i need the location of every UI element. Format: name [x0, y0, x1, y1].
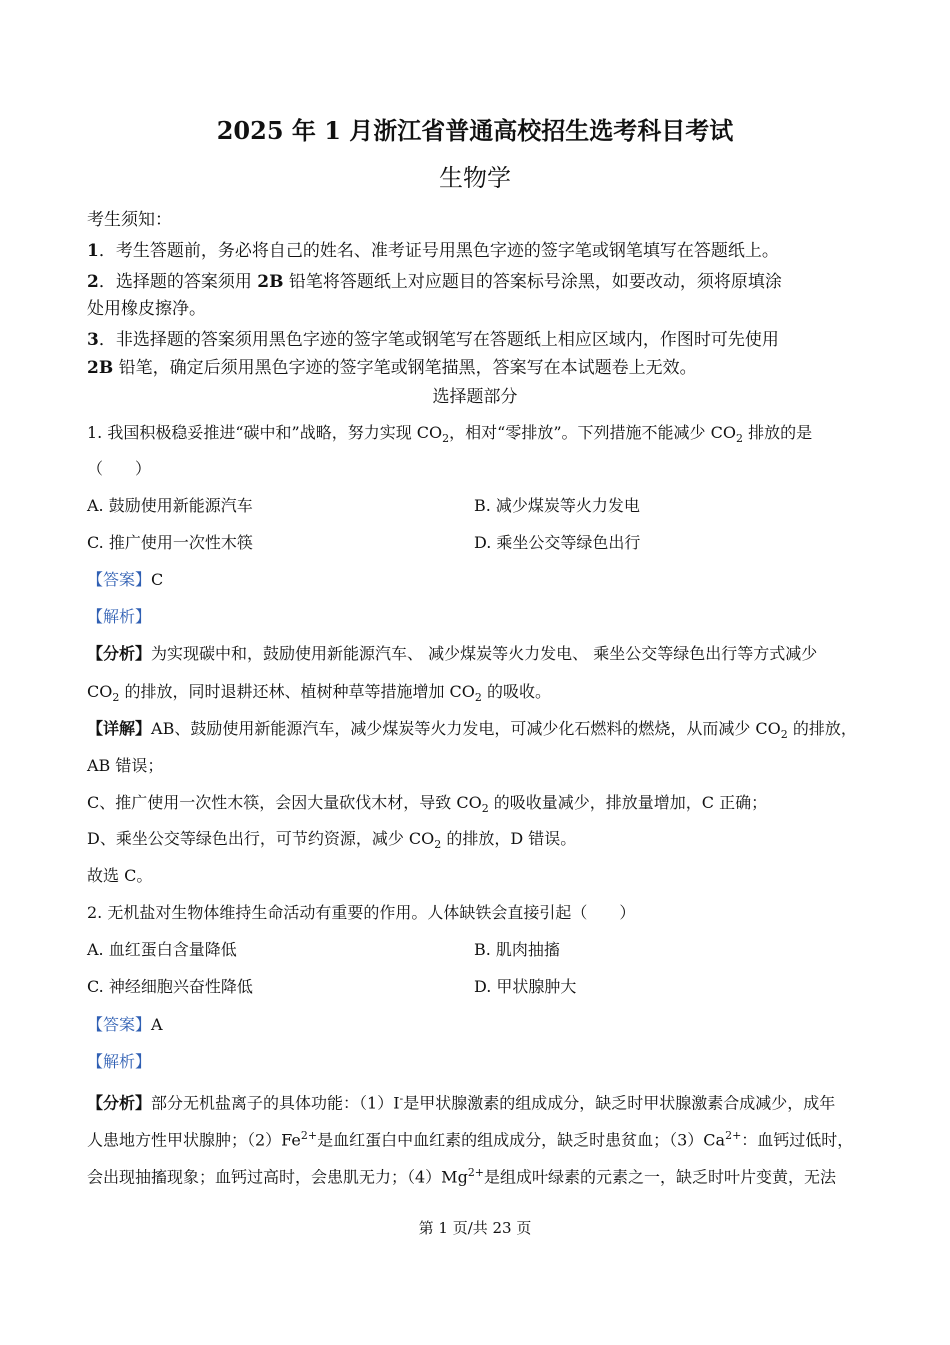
- q2-fenxi-2-c: ：血钙过低时，: [741, 1130, 854, 1150]
- q1-sub: 2: [780, 728, 788, 742]
- notice-item-3: [87, 329, 779, 351]
- notice-item-3-text: ．非选择题的答案须用黑色字迹的签字笔或钢笔写在答题纸上相应区域内，作图时可先使用: [98, 330, 779, 350]
- q2-fenxi-3: [87, 1163, 836, 1187]
- exam-title: 2025 年 1 月浙江省普通高校招生选考科目考试: [216, 116, 734, 145]
- q1-option-a: A. 鼓励使用新能源汽车: [87, 496, 253, 515]
- q1-stem-a: 1. 我国积极稳妥推进“碳中和”战略，努力实现 CO: [87, 423, 443, 442]
- q2-fenxi-2: [87, 1126, 853, 1150]
- q1-paren: （ ）: [87, 459, 152, 478]
- q1-detail-2-b: 的吸收量减少，排放量增加，C 正确；: [488, 793, 768, 812]
- q1-fenxi-b1: CO: [87, 682, 113, 701]
- q1-fenxi: [87, 644, 817, 664]
- q1-sub: 2: [434, 838, 442, 852]
- q2-analysis-tag: 【解析】: [87, 1052, 152, 1071]
- section-label: 选择题部分: [432, 387, 518, 407]
- q1-sub: 2: [442, 432, 450, 446]
- q1-option-d: D. 乘坐公交等绿色出行: [474, 533, 641, 552]
- notice-item-2-pencil: 2B: [257, 272, 284, 292]
- q1-option-b: B. 减少煤炭等火力发电: [474, 496, 640, 515]
- q1-fenxi-b3: 的吸收。: [481, 682, 551, 701]
- q2-option-d: D. 甲状腺肿大: [474, 977, 577, 996]
- q2-fenxi-1-b: 是甲状腺激素的组成成分，缺乏时甲状腺激素合成减少，成年: [403, 1093, 836, 1113]
- q1-detail-1-line-2: AB 错误；: [87, 756, 164, 775]
- q1-stem: [87, 423, 812, 449]
- notice-item-2-text-b: 铅笔将答题纸上对应题目的答案标号涂黑，如要改动，须将原填涂: [283, 272, 782, 292]
- q2-fenxi-2-a: 人患地方性甲状腺肿；（2）Fe: [87, 1130, 301, 1150]
- notice-heading: 考生须知：: [87, 210, 172, 230]
- notice-item-1-text: ．考生答题前，务必将自己的姓名、准考证号用黑色字迹的签字笔或钢笔填写在答题纸上。: [98, 241, 779, 261]
- q1-detail-1-b: 的排放，: [787, 719, 857, 738]
- notice-item-2: [87, 271, 782, 293]
- q2-fenxi-3-b: 是组成叶绿素的元素之一，缺乏时叶片变黄，无法: [484, 1167, 837, 1187]
- q1-analysis-tag: 【解析】: [87, 607, 152, 626]
- q1-sub: 2: [112, 691, 120, 705]
- q1-answer-tag: 【答案】: [87, 570, 152, 589]
- notice-item-2-number: 2: [87, 272, 99, 292]
- q1-detail-1-a: AB、鼓励使用新能源汽车，减少煤炭等火力发电，可减少化石燃料的燃烧，从而减少 CO: [151, 719, 781, 738]
- q1-fenxi-line-2: [87, 682, 551, 708]
- q1-detail-2: [87, 793, 767, 819]
- q2-option-c: C. 神经细胞兴奋性降低: [87, 977, 253, 996]
- notice-item-2-line-2: 处用橡皮擦净。: [87, 299, 206, 319]
- notice-item-1: [87, 240, 779, 262]
- q1-detail-2-a: C、推广使用一次性木筷，会因大量砍伐木材，导致 CO: [87, 793, 482, 812]
- q1-answer: [87, 570, 163, 590]
- notice-item-3-number: 3: [87, 330, 99, 350]
- q2-answer-tag: 【答案】: [87, 1015, 152, 1034]
- q2-fenxi-3-sup: 2+: [467, 1166, 485, 1179]
- q1-stem-c: 排放的是: [742, 423, 813, 442]
- q2-fenxi-2-sup2: 2+: [725, 1129, 742, 1142]
- notice-item-1-number: 1: [87, 241, 99, 261]
- q1-detail-3-b: 的排放，D 错误。: [441, 829, 577, 848]
- q2-answer-value: A: [151, 1015, 163, 1034]
- q2-fenxi-1-sup: -: [399, 1092, 404, 1105]
- q1-fenxi-b2: 的排放，同时退耕还林、植树种草等措施增加 CO: [119, 682, 475, 701]
- q1-conclusion: 故选 C。: [87, 866, 153, 885]
- q2-stem: 2. 无机盐对生物体维持生命活动有重要的作用。人体缺铁会直接引起（ ）: [87, 903, 636, 922]
- q2-fenxi-2-b: 是血红蛋白中血红素的组成成分，缺乏时患贫血；（3）Ca: [317, 1130, 726, 1150]
- q1-answer-value: C: [151, 570, 164, 589]
- q2-fenxi-3-a: 会出现抽搐现象；血钙过高时，会患肌无力；（4）Mg: [87, 1167, 468, 1187]
- notice-item-2-text-a: ．选择题的答案须用: [98, 272, 258, 292]
- notice-item-3-line-2: [87, 357, 697, 379]
- q1-fenxi-tag: 【分析】: [87, 644, 152, 663]
- q1-sub: 2: [474, 691, 482, 705]
- page-number: 第 1 页/共 23 页: [418, 1219, 532, 1237]
- q2-fenxi-tag: 【分析】: [87, 1093, 152, 1113]
- q2-fenxi-2-sup: 2+: [300, 1129, 318, 1142]
- q1-stem-b: ，相对“零排放”。下列措施不能减少 CO: [449, 423, 736, 442]
- q1-sub: 2: [481, 802, 489, 816]
- q1-sub: 2: [735, 432, 743, 446]
- q2-answer: [87, 1015, 163, 1035]
- notice-item-3-pencil: 2B: [87, 358, 114, 378]
- subject-title: 生物学: [439, 164, 511, 192]
- q1-option-c: C. 推广使用一次性木筷: [87, 533, 253, 552]
- q1-detail-1: [87, 719, 857, 745]
- q1-detail-tag: 【详解】: [87, 719, 152, 738]
- q1-detail-3-a: D、乘坐公交等绿色出行，可节约资源，减少 CO: [87, 829, 435, 848]
- q1-detail-3: [87, 829, 576, 855]
- q2-fenxi-1-a: 部分无机盐离子的具体功能：（1）I: [151, 1093, 400, 1113]
- q2-option-b: B. 肌肉抽搐: [474, 940, 560, 959]
- q2-fenxi-1: [87, 1089, 835, 1113]
- q2-option-a: A. 血红蛋白含量降低: [87, 940, 237, 959]
- q1-fenxi-text: 为实现碳中和，鼓励使用新能源汽车、 减少煤炭等火力发电、 乘坐公交等绿色出行等方式减少: [151, 644, 818, 663]
- notice-item-3-line-2-text: 铅笔，确定后须用黑色字迹的签字笔或钢笔描黑，答案写在本试题卷上无效。: [113, 358, 697, 378]
